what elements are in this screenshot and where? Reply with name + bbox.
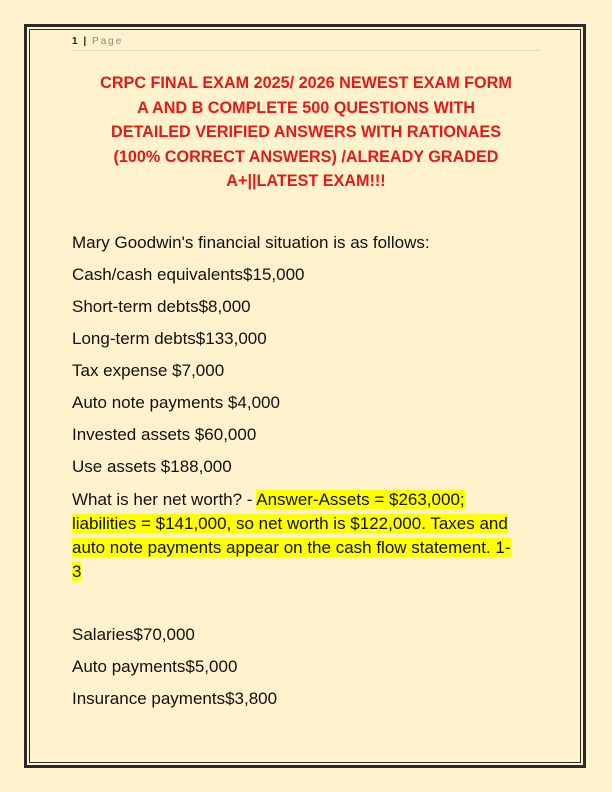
- list-item: Short-term debts$8,000: [72, 297, 251, 316]
- list-item: Long-term debts$133,000: [72, 329, 267, 348]
- list-item: Insurance payments$3,800: [72, 689, 278, 708]
- intro-text: Mary Goodwin's financial situation is as follows:: [72, 233, 430, 252]
- title-line: CRPC FINAL EXAM 2025/ 2026 NEWEST EXAM FORM: [100, 74, 512, 92]
- document-title: [60, 71, 552, 194]
- page-separator: |: [83, 36, 87, 47]
- list-item: Auto payments$5,000: [72, 657, 238, 676]
- question-prompt: What is her net worth? -: [72, 490, 257, 509]
- title-line: (100% CORRECT ANSWERS) /ALREADY GRADED: [113, 147, 499, 166]
- list-item: Invested assets $60,000: [72, 425, 257, 444]
- title-line: DETAILED VERIFIED ANSWERS WITH RATIONAES: [111, 123, 501, 141]
- answer-text: auto note payments appear on the cash flow statement. 1-: [72, 538, 511, 557]
- list-item: Auto note payments $4,000: [72, 393, 280, 412]
- list-item: Use assets $188,000: [72, 457, 232, 476]
- answer-text: Answer-Assets = $263,000;: [256, 490, 465, 509]
- title-line: A AND B COMPLETE 500 QUESTIONS WITH: [137, 98, 475, 117]
- list-item: Cash/cash equivalents$15,000: [72, 265, 305, 284]
- page-header: [72, 36, 540, 51]
- page-label: Page: [91, 36, 124, 47]
- title-line: A+||LATEST EXAM!!!: [226, 172, 386, 190]
- question-answer: [72, 488, 552, 584]
- list-item: Tax expense $7,000: [72, 361, 225, 380]
- list-item: Salaries$70,000: [72, 625, 195, 644]
- answer-text: liabilities = $141,000, so net worth is $122,000. Taxes and: [72, 514, 508, 533]
- page-number: 1: [72, 36, 79, 47]
- answer-text: 3: [72, 562, 82, 581]
